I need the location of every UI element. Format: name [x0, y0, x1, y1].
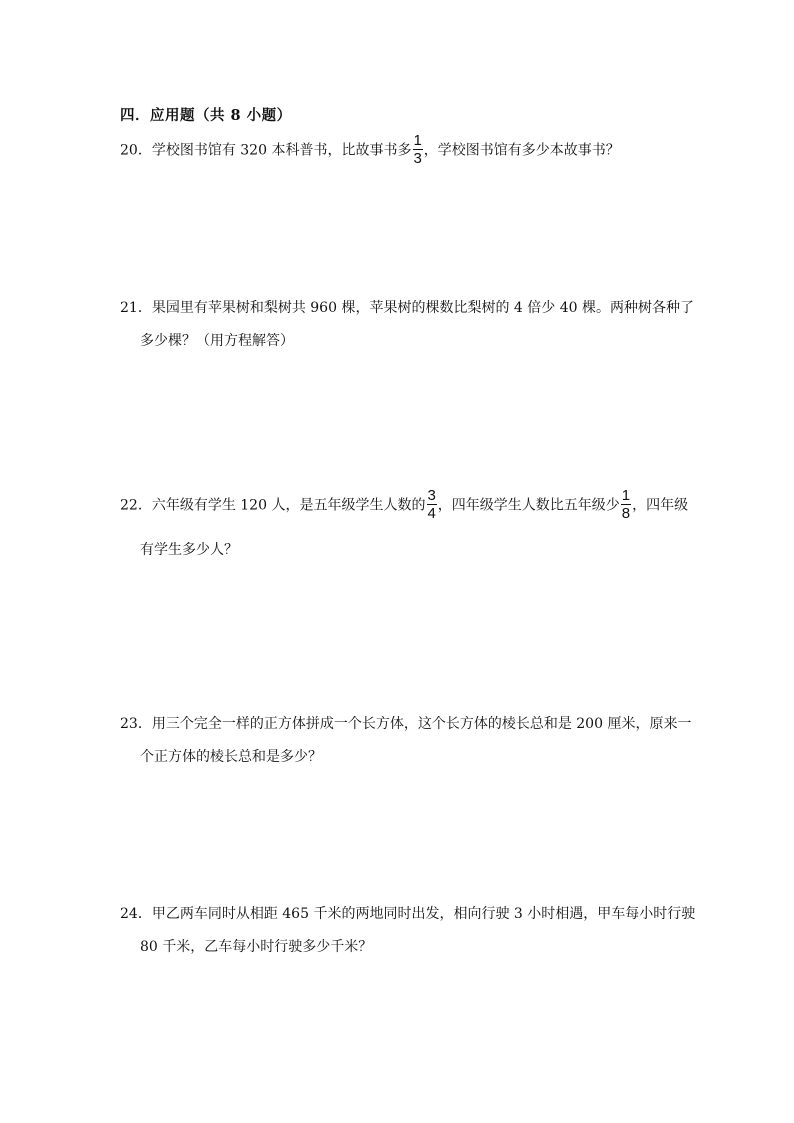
fraction-numerator: 1	[413, 132, 422, 149]
question-number: 22．	[120, 497, 152, 514]
question-23-line-1	[120, 714, 692, 734]
question-text: 甲乙两车同时从相距 465 千米的两地同时出发，相向行驶 3 小时相遇，甲车每小时行驶	[151, 906, 696, 922]
question-24-line-2: 80 千米，乙车每小时行驶多少千米？	[140, 939, 373, 955]
question-24	[120, 904, 696, 957]
fraction-numerator: 3	[427, 487, 436, 504]
fraction-numerator: 1	[621, 487, 631, 504]
question-20	[120, 134, 680, 167]
question-number: 21．	[120, 300, 152, 316]
question-text: 果园里有苹果树和梨树共 960 棵，苹果树的棵数比梨树的 4 倍少 40 棵。两种树各种了	[151, 300, 694, 316]
question-22	[120, 487, 689, 560]
fraction-denominator: 4	[427, 505, 436, 522]
question-number: 20．	[120, 142, 152, 159]
question-text: 六年级有学生 120 人，是五年级学生人数的	[151, 497, 426, 514]
fraction	[426, 488, 436, 521]
question-23-line-2: 个正方体的棱长总和是多少？	[140, 749, 322, 765]
question-text: 用三个完全一样的正方体拼成一个长方体，这个长方体的棱长总和是 200 厘米，原来一	[151, 716, 692, 732]
fraction-denominator: 8	[621, 505, 631, 522]
question-22-line-2: 有学生多少人？	[140, 542, 238, 558]
question-number: 24．	[120, 906, 152, 922]
fraction	[412, 133, 422, 166]
fraction-denominator: 3	[413, 150, 422, 167]
fraction	[621, 488, 631, 521]
question-text: 学校图书馆有 320 本科普书，比故事书多	[151, 142, 412, 159]
section-title: 四．应用题（共 8 小题）	[120, 107, 292, 124]
question-text: ，学校图书馆有多少本故事书？	[423, 142, 620, 159]
question-21-line-1	[120, 298, 694, 318]
question-20-line	[120, 134, 680, 167]
question-number: 23．	[120, 716, 152, 732]
question-22-line-1	[120, 487, 689, 522]
question-21	[120, 298, 694, 351]
question-21-line-2: 多少棵？（用方程解答）	[140, 333, 294, 349]
question-text: ，四年级学生人数比五年级少	[437, 497, 620, 514]
question-23	[120, 714, 692, 767]
question-text: ，四年级	[632, 497, 689, 514]
question-24-line-1	[120, 904, 696, 924]
